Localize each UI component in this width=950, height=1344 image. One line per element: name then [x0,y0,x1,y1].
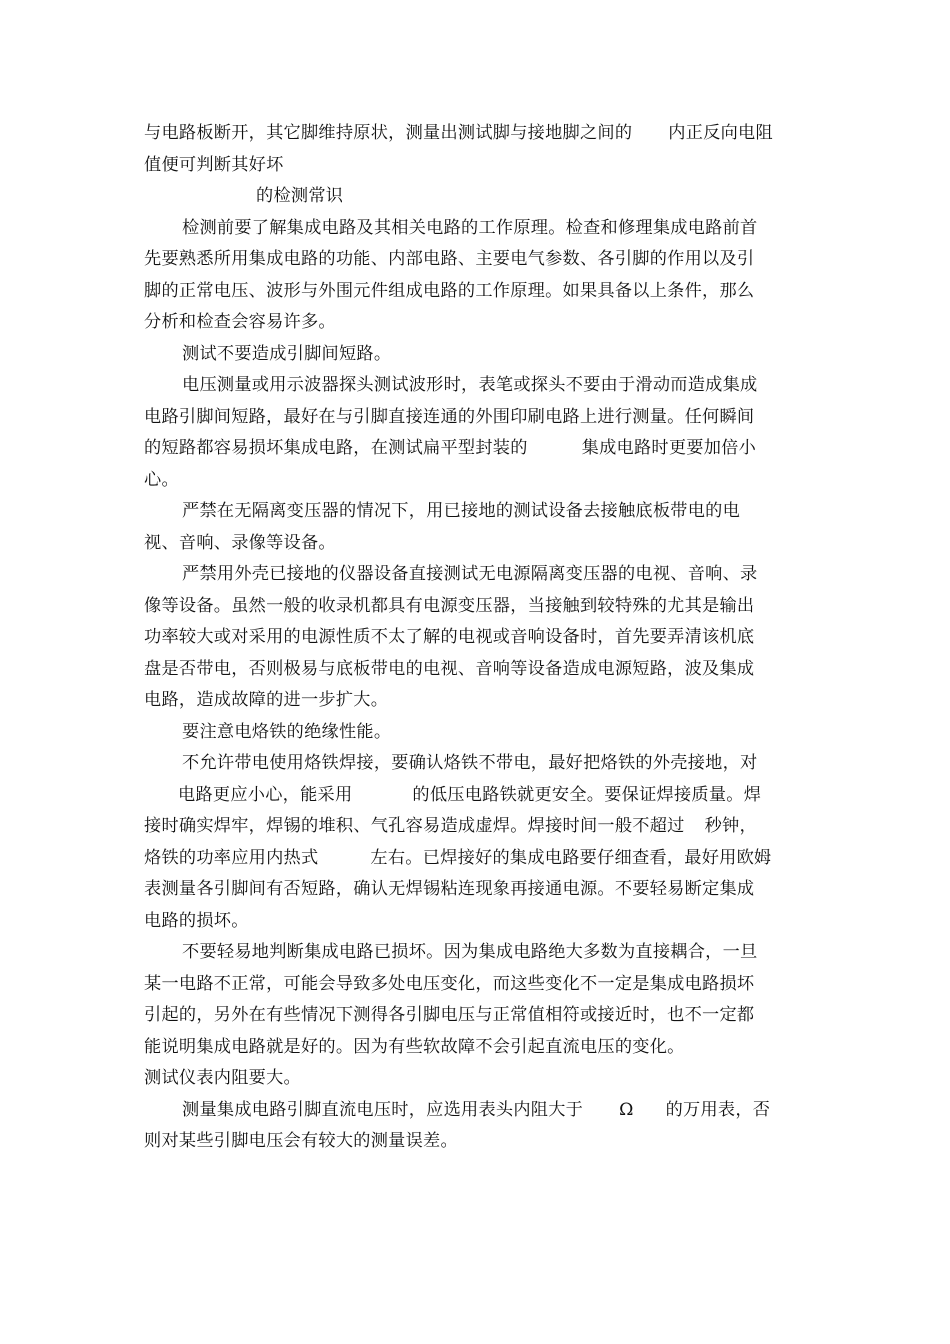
text-line: 脚的正常电压、波形与外围元件组成电路的工作原理。如果具备以上条件，那么 [144,280,755,301]
text-line: 电路，造成故障的进一步扩大。 [144,690,389,710]
text-line: 与电路板断开，其它脚维持原状，测量出测试脚与接地脚之间的 内正反向电阻 [144,123,773,143]
text-line: 先要熟悉所用集成电路的功能、内部电路、主要电气参数、各引脚的作用以及引 [144,249,755,269]
text-line: 表测量各引脚间有否短路，确认无焊锡粘连现象再接通电源。不要轻易断定集成 [144,879,755,899]
text-line: 接时确实焊牢，焊锡的堆积、气孔容易造成虚焊。焊接时间一般不超过 秒钟， [144,816,757,836]
section-heading: 测试仪表内阻要大。 [144,1068,301,1088]
text-line: 功率较大或对采用的电源性质不太了解的电视或音响设备时，首先要弄清该机底 [144,627,755,647]
section-heading: 要注意电烙铁的绝缘性能。 [182,721,392,742]
text-line: 严禁在无隔离变压器的情况下，用已接地的测试设备去接触底板带电的电 [182,501,741,521]
text-line: 分析和检查会容易许多。 [144,312,336,332]
text-line: 引起的，另外在有些情况下测得各引脚电压与正常值相符或接近时，也不一定都 [144,1005,755,1025]
text-line: 视、音响、录像等设备。 [144,532,336,553]
text-line: 则对某些引脚电压会有较大的测量误差。 [144,1131,458,1151]
text-line: 不允许带电使用烙铁焊接，要确认烙铁不带电，最好把烙铁的外壳接地，对 [182,753,758,773]
text-line: 像等设备。虽然一般的收录机都具有电源变压器，当接触到较特殊的尤其是输出 [144,595,755,616]
text-line: 盘是否带电，否则极易与底板带电的电视、音响等设备造成电源短路，波及集成 [144,658,755,679]
text-line: 不要轻易地判断集成电路已损坏。因为集成电路绝大多数为直接耦合，一旦 [182,942,758,962]
section-heading: 测试不要造成引脚间短路。 [182,343,392,364]
document-page [144,118,816,1158]
text-line: 值便可判断其好坏 [144,154,284,175]
text-line: 测量集成电路引脚直流电压时，应选用表头内阻大于 Ω 的万用表，否 [182,1099,771,1120]
text-line: 心。 [144,469,179,490]
section-heading: 的检测常识 [256,186,344,206]
text-line: 电路的损坏。 [144,910,249,931]
text-line: 能说明集成电路就是好的。因为有些软故障不会引起直流电压的变化。 [144,1036,685,1057]
text-line: 严禁用外壳已接地的仪器设备直接测试无电源隔离变压器的电视、音响、录 [182,564,758,584]
text-line: 某一电路不正常，可能会导致多处电压变化，而这些变化不一定是集成电路损坏 [144,973,755,994]
text-line: 的短路都容易损坏集成电路，在测试扁平型封装的 集成电路时更要加倍小 [144,438,757,458]
text-line: 电路更应小心，能采用 的低压电路铁就更安全。要保证焊接质量。焊 [178,784,762,805]
text-line: 电压测量或用示波器探头测试波形时，表笔或探头不要由于滑动而造成集成 [182,375,758,395]
text-line: 检测前要了解集成电路及其相关电路的工作原理。检查和修理集成电路前首 [182,217,758,238]
text-line: 烙铁的功率应用内热式 左右。已焊接好的集成电路要仔细查看，最好用欧姆 [144,847,772,868]
text-line: 电路引脚间短路，最好在与引脚直接连通的外围印刷电路上进行测量。任何瞬间 [144,406,755,427]
